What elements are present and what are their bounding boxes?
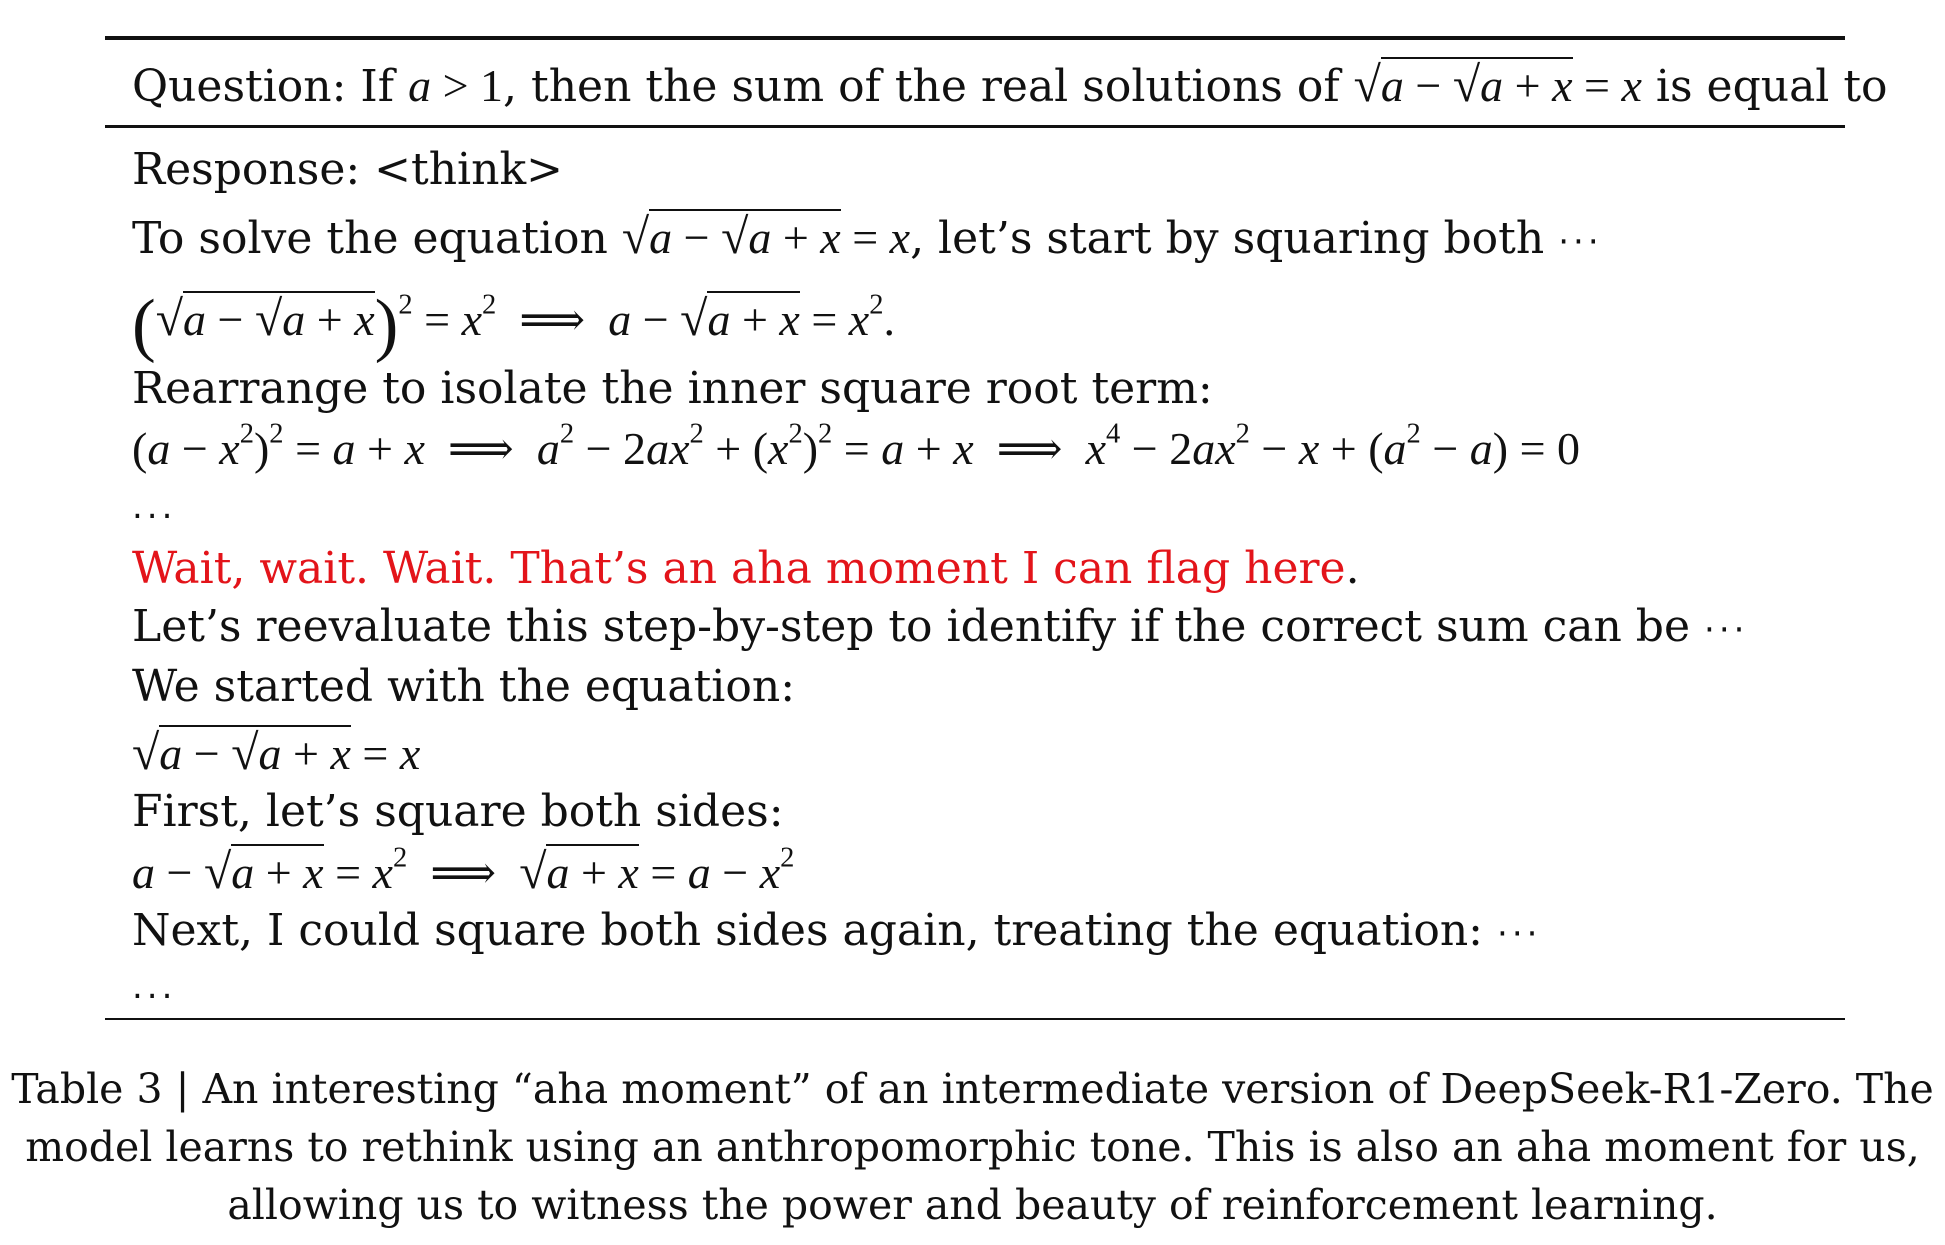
table-caption [10, 1060, 1935, 1234]
ellipsis-1: ... [132, 487, 177, 527]
equation-squaring: $(√a - √a + x)^2 = x^2$ ⟹ $a - √a + x = x^2$. [132, 284, 895, 364]
ellipsis-2: ... [132, 967, 177, 1007]
equation-expand: $(a - x^2)^2 = a + x$ ⟹ $a^2 - 2ax^2 + (x^2)^2 = a + x$ ⟹ $x^4 - 2ax^2 - x + (a^2 - a) = 0$ [132, 418, 1581, 474]
header-rule [105, 125, 1845, 128]
first-text: First, let’s square both sides: [132, 786, 784, 837]
top-rule [105, 36, 1845, 40]
bottom-rule [105, 1018, 1845, 1020]
question-line: Question: If a > 1, then the sum of the real solutions of √a − √a + x = x is equal to [132, 57, 1888, 112]
question-equation: √a − √a + x = x [1353, 57, 1642, 112]
equation-restated: √a − √a + x = x [132, 725, 421, 780]
caption-line-3: allowing us to witness the power and beauty of reinforcement learning. [227, 1181, 1718, 1229]
rearrange-text: Rearrange to isolate the inner square root term: [132, 363, 1213, 414]
started-text: We started with the equation: [132, 661, 796, 712]
response-header: Response: <think> [132, 144, 563, 195]
reevaluate-text: Let’s reevaluate this step-by-step to identify if the correct sum can be ··· [132, 601, 1749, 652]
next-text: Next, I could square both sides again, treating the equation: ··· [132, 905, 1542, 956]
equation-first-square: $a - √a + x = x^2$ ⟹ $√a + x = a - x^2$ [132, 842, 795, 899]
aha-moment: Wait, wait. Wait. That’s an aha moment I can flag here. [132, 543, 1360, 594]
caption-line-1: Table 3 | An interesting “aha moment” of an intermediate version of DeepSeek-R1-Zero. The [11, 1065, 1934, 1113]
response-line-1: To solve the equation √a − √a + x = x, let’s start by squaring both ··· [132, 209, 1603, 264]
caption-line-2: model learns to rethink using an anthropomorphic tone. This is also an aha moment for us, [25, 1123, 1920, 1171]
